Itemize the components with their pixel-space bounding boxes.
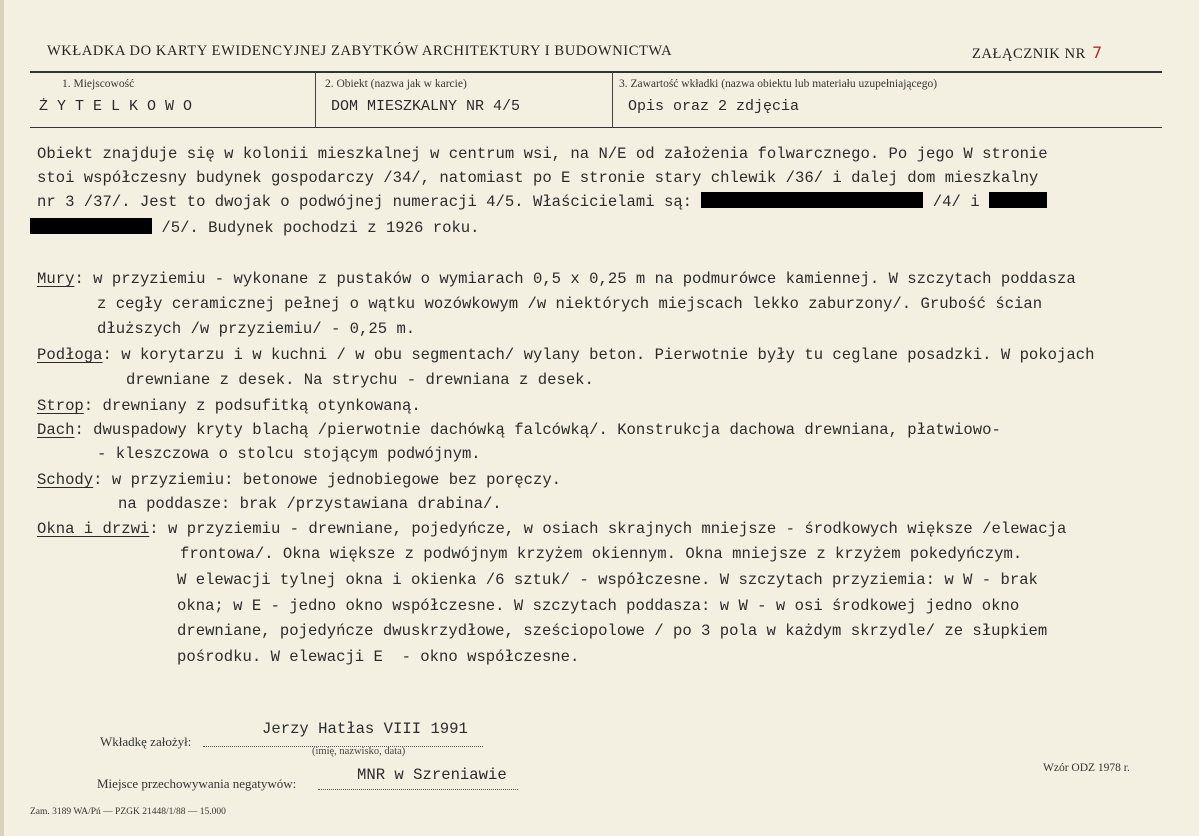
dach-line-1 <box>37 421 1001 439</box>
mury-line-3: dłuższych /w przyziemiu/ - 0,25 m. <box>97 320 416 338</box>
podloga-line-1 <box>37 346 1094 364</box>
author-value: Jerzy Hatłas VIII 1991 <box>262 720 468 738</box>
annex-number: 7 <box>1091 43 1103 62</box>
storage-dotted-line <box>318 789 518 790</box>
podloga-heading: Podłoga <box>37 346 103 364</box>
field-divider-1 <box>315 73 316 127</box>
field-2-value: DOM MIESZKALNY NR 4/5 <box>331 98 521 115</box>
header-rule-bottom <box>30 127 1162 128</box>
annex-label <box>972 43 1103 63</box>
intro-line-4 <box>30 216 480 240</box>
dach-line-2: - kleszczowa o stolcu stojącym podwójnym. <box>97 445 481 463</box>
author-hint: (imię, nazwisko, data) <box>312 746 406 757</box>
card-edge <box>0 0 4 836</box>
okna-line-3: W elewacji tylnej okna i okienka /6 sztuk/ - współczesne. W szczytach przyziemia: w W - brak <box>177 571 1038 589</box>
mury-heading: Mury <box>37 270 75 288</box>
redaction-owner-2a <box>989 192 1047 208</box>
annex-label-text: ZAŁĄCZNIK NR <box>972 46 1086 62</box>
redaction-owner-2b <box>30 218 152 234</box>
mury-line-2: z cegły ceramicznej pełnej o wątku wozówkowym /w niektórych miejscach lekko zaburzony/. Grubość ścian <box>97 295 1043 313</box>
podloga-text-1: : w korytarzu i w kuchni / w obu segmentach/ wylany beton. Pierwotnie były tu ceglane posadzki. W pokojach <box>102 346 1095 364</box>
storage-value: MNR w Szreniawie <box>357 766 507 784</box>
schody-line-1 <box>37 471 561 489</box>
header-rule-top <box>30 71 1162 73</box>
field-2-label: 2. Obiekt (nazwa jak w karcie) <box>325 78 467 90</box>
intro-line-2: stoi współczesny budynek gospodarczy /34/, natomiast po E stronie stary chlewik /36/ i dalej dom mieszkalny <box>37 169 1039 187</box>
field-3-value: Opis oraz 2 zdjęcia <box>628 98 800 115</box>
print-info: Zam. 3189 WA/Pń — PZGK 21448/1/88 — 15.000 <box>30 807 226 817</box>
okna-text-1: : w przyziemiu - drewniane, pojedyńcze, w osiach skrajnych mniejsze - środkowych większe /elewacja <box>149 520 1067 538</box>
okna-line-6: pośrodku. W elewacji E - okno współczesne. <box>177 648 580 666</box>
intro-line-3-text: nr 3 /37/. Jest to dwojak o podwójnej numeracji 4/5. Właścicielami są: <box>37 193 693 211</box>
mury-line-1 <box>37 270 1076 288</box>
mury-text-1: : w przyziemiu - wykonane z pustaków o wymiarach 0,5 x 0,25 m na podmurówce kamiennej. W szczytach poddasza <box>74 270 1076 288</box>
schody-heading: Schody <box>37 471 94 489</box>
podloga-line-2: drewniane z desek. Na strychu - drewniana z desek. <box>126 371 594 389</box>
intro-line-3 <box>37 190 1047 214</box>
okna-line-2: frontowa/. Okna większe z podwójnym krzyżem okiennym. Okna mniejsze z krzyżem pokedyńczym. <box>180 545 1023 563</box>
field-1-label: 1. Miejscowość <box>62 78 135 90</box>
dach-text-1: : dwuspadowy kryty blachą /pierwotnie dachówką falcówką/. Konstrukcja dachowa drewniana, płatwiowo- <box>74 421 1001 439</box>
okna-heading: Okna i drzwi <box>37 520 150 538</box>
strop-line-1 <box>37 397 421 415</box>
schody-text-1: : w przyziemiu: betonowe jednobiegowe bez poręczy. <box>93 471 562 489</box>
strop-text-1: : drewniany z podsufitką otynkowaną. <box>83 397 421 415</box>
form-template-version: Wzór ODZ 1978 r. <box>1043 762 1130 774</box>
schody-line-2: na poddasze: brak /przystawiana drabina/. <box>118 495 502 513</box>
okna-line-1 <box>37 520 1066 538</box>
form-title: WKŁADKA DO KARTY EWIDENCYJNEJ ZABYTKÓW ARCHITEKTURY I BUDOWNICTWA <box>47 43 673 59</box>
intro-line-4-text: /5/. Budynek pochodzi z 1926 roku. <box>161 219 480 237</box>
field-divider-2 <box>612 73 613 127</box>
author-label: Wkładkę założył: <box>100 734 192 749</box>
redaction-owner-1 <box>701 192 923 208</box>
dach-heading: Dach <box>37 421 75 439</box>
strop-heading: Strop <box>37 397 84 415</box>
storage-label: Miejsce przechowywania negatywów: <box>97 776 297 791</box>
okna-line-4: okna; w E - jedno okno współczesne. W szczytach poddasza: w W - w osi środkowej jedno okno <box>177 597 1020 615</box>
field-1-value: Ż Y T E L K O W O <box>39 98 193 115</box>
okna-line-5: drewniane, pojedyńcze dwuskrzydłowe, sześciopolowe / po 3 pola w każdym skrzydle/ ze słupkiem <box>177 622 1048 640</box>
intro-line-3-tail: /4/ i <box>932 193 980 211</box>
intro-line-1: Obiekt znajduje się w kolonii mieszkalnej w centrum wsi, na N/E od założenia folwarcznego. Po jego W stronie <box>37 145 1048 163</box>
field-3-label: 3. Zawartość wkładki (nazwa obiektu lub materiału uzupełniającego) <box>619 78 938 90</box>
